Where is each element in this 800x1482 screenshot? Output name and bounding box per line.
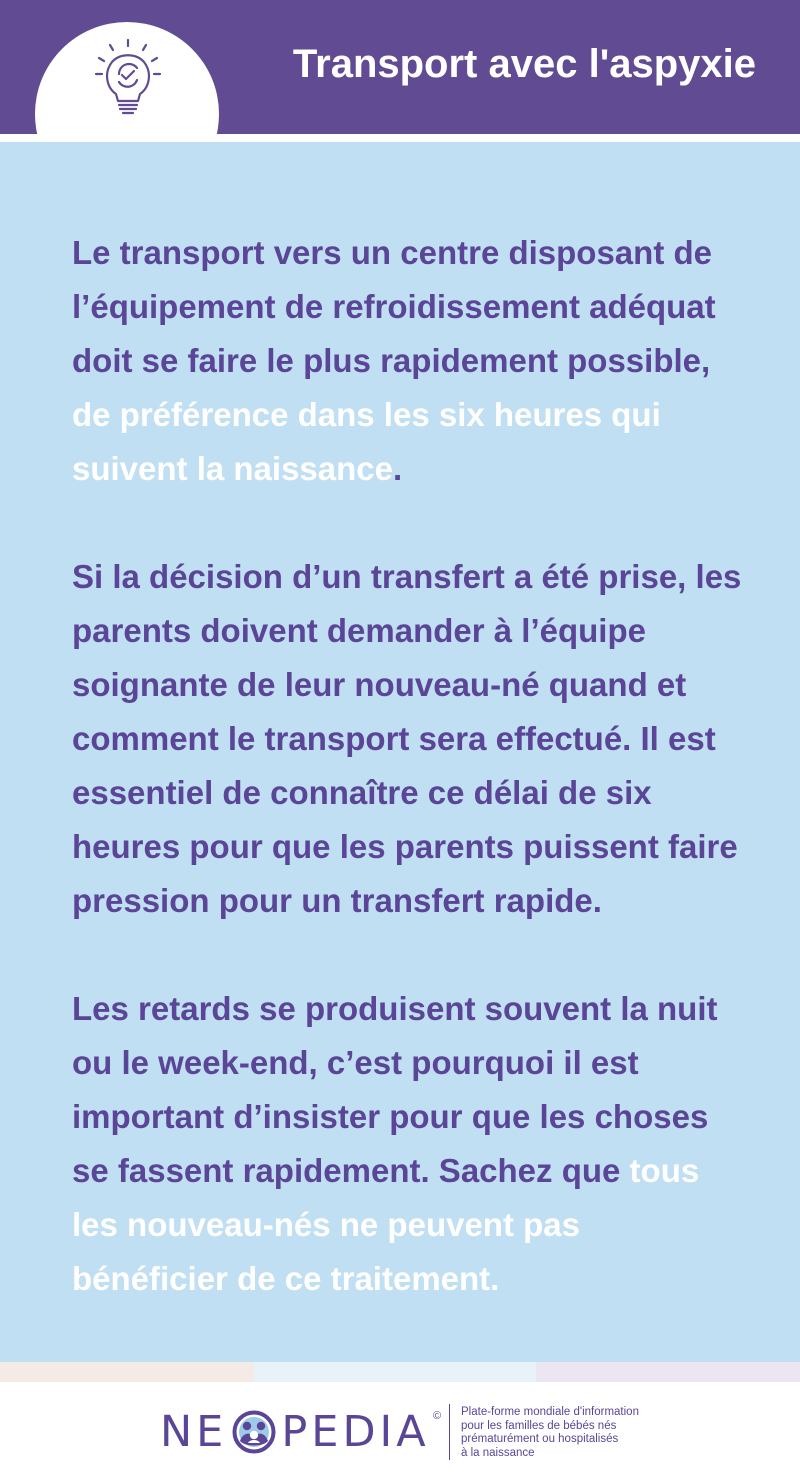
baby-family-o-icon xyxy=(231,1409,277,1455)
article-body xyxy=(72,226,742,1360)
logo-text-left: NE xyxy=(160,1407,228,1457)
tagline xyxy=(461,1406,681,1460)
highlighted-text: de préférence dans les six heures qui suivent la naissance xyxy=(72,396,661,487)
tagline-line: à la naissance xyxy=(461,1446,535,1459)
paragraph xyxy=(72,226,742,496)
tagline-line: prématurément ou hospitalisés xyxy=(461,1433,619,1445)
paragraph xyxy=(72,982,742,1306)
copyright-mark: © xyxy=(433,1410,442,1422)
header-divider xyxy=(0,134,800,142)
body-text: Le transport vers un centre disposant de l’équipement de refroidissement adéquat doit se faire le plus rapidement possible, xyxy=(72,234,716,379)
lightbulb-check-icon xyxy=(92,38,164,118)
body-text: Les retards se produisent souvent la nuit ou le week-end, c’est pourquoi il est important d’insister pour que les choses se fassent rapidement. Sachez que xyxy=(72,990,718,1189)
tagline-line: pour les familles de bébés nés xyxy=(461,1419,617,1432)
footer-strip-lavender xyxy=(536,1362,800,1382)
neopedia-logo xyxy=(160,1407,430,1457)
footer-strip-blue xyxy=(254,1362,536,1382)
tagline-line: Plate-forme mondiale d'information xyxy=(461,1406,639,1418)
paragraph xyxy=(72,550,742,928)
body-text: Si la décision d’un transfert a été prise, les parents doivent demander à l’équipe soignante de leur nouveau-né quand et comment le transport sera effectué. Il est essentiel de connaître ce délai de six heures pour que les parents puissent faire pression pour un transfert rapide. xyxy=(72,558,742,919)
footer-divider xyxy=(449,1404,450,1460)
highlighted-text: tous les nouveau-nés ne peuvent pas bénéficier de ce traitement. xyxy=(72,1152,700,1297)
body-text: . xyxy=(393,450,403,487)
page-title: Transport avec l'aspyxie xyxy=(292,42,756,86)
footer-strip-beige xyxy=(0,1362,254,1382)
logo-text-right: PEDIA xyxy=(281,1407,430,1457)
